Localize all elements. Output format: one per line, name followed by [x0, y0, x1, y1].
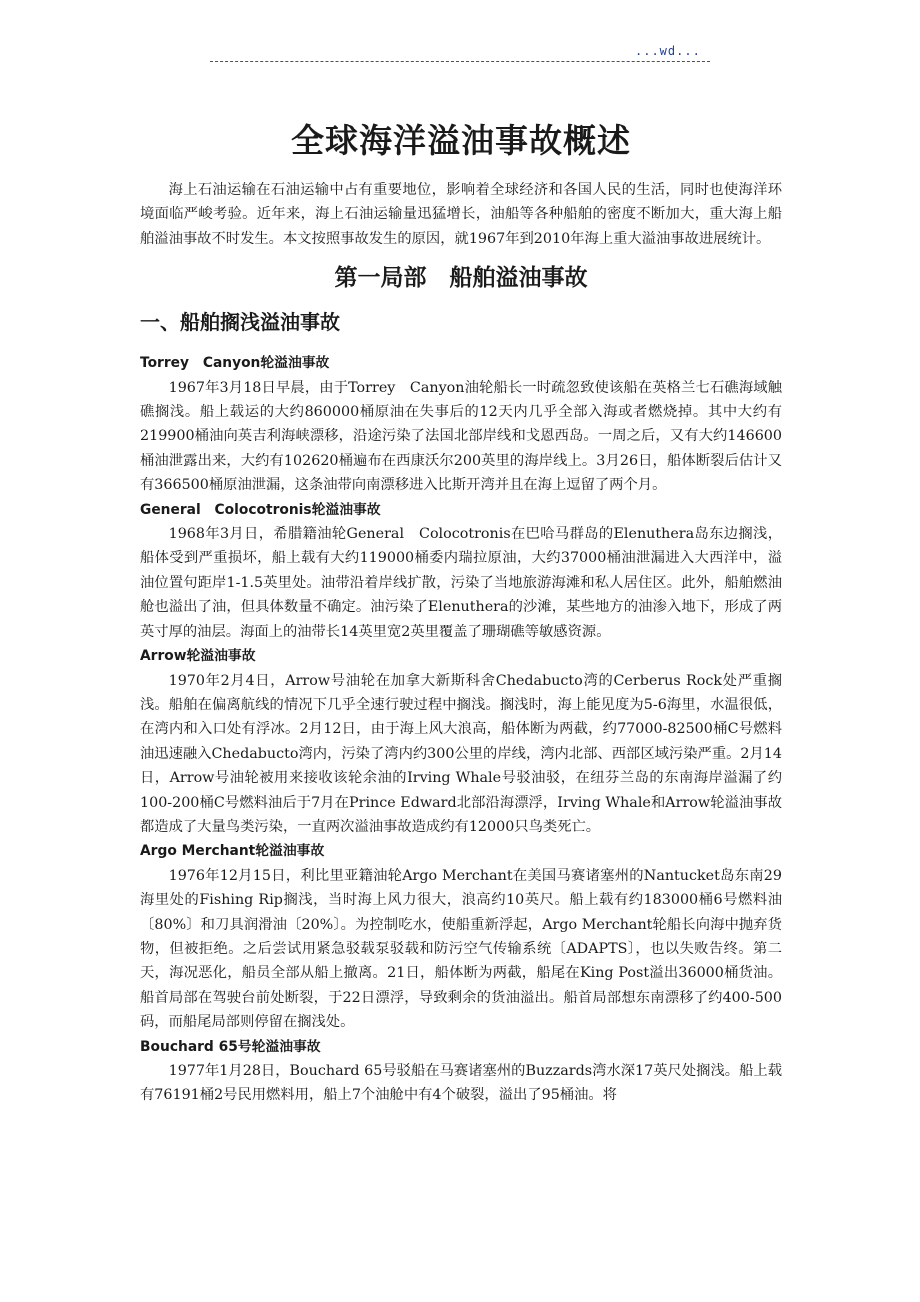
case-title: General Colocotronis轮溢油事故: [140, 501, 381, 518]
document-page: [140, 118, 782, 1108]
part-title: 第一局部 船舶溢油事故: [334, 265, 588, 292]
header-mark: ...wd...: [635, 44, 701, 58]
case-paragraph: 1977年1月28日，Bouchard 65号驳船在马赛诸塞州的Buzzards湾水深17英尺处搁浅。船上载有76191桶2号民用燃料用，船上7个油舱中有4个破裂，溢出了95桶油。将: [140, 1063, 782, 1104]
intro-paragraph: 海上石油运输在石油运输中占有重要地位，影响着全球经济和各国人民的生活，同时也使海洋环境面临严峻考验。近年来，海上石油运输量迅猛增长，油船等各种船舶的密度不断加大，重大海上船舶溢油事故不时发生。本文按照事故发生的原因，就1967年到2010年海上重大溢油事故进展统计。: [140, 182, 782, 247]
case-title: Bouchard 65号轮溢油事故: [140, 1038, 321, 1055]
header-divider: [210, 61, 710, 62]
case-paragraph: 1976年12月15日，利比里亚籍油轮Argo Merchant在美国马赛诸塞州的Nantucket岛东南29海里处的Fishing Rip搁浅，当时海上风力很大，浪高约10英尺。船上载有约183000桶6号燃料油〔80%〕和刀具润滑油〔20%〕。为控制吃水，使船重新浮起，Argo Merchant轮船长向海中抛弃货物，但被拒绝。之后尝试用紧急驳载泵驳载和防污空气传输系统〔ADAPTS〕，也以失败告终。第二天，海况恶化，船员全部从船上撤离。21日，船体断为两截，船尾在King Post溢出36000桶货油。船首局部在驾驶台前处断裂，于22日漂浮，导致剩余的货油溢出。船首局部想东南漂移了约400-500码，而船尾局部则停留在搁浅处。: [140, 867, 782, 1031]
document-title: 全球海洋溢油事故概述: [291, 121, 631, 160]
section-title: 一、船舶搁浅溢油事故: [140, 310, 340, 335]
case-paragraph: 1970年2月4日，Arrow号油轮在加拿大新斯科舍Chedabucto湾的Cerberus Rock处严重搁浅。船舶在偏离航线的情况下几乎全速行驶过程中搁浅。搁浅时，海上能见度为5-6海里，水温很低，在湾内和入口处有浮冰。2月12日，由于海上风大浪高，船体断为两截，约77000-82500桶C号燃料油迅速融入Chedabucto湾内，污染了湾内约300公里的岸线，湾内北部、西部区域污染严重。2月14日，Arrow号油轮被用来接收该轮余油的Irving Whale号驳油驳，在纽芬兰岛的东南海岸溢漏了约100-200桶C号燃料油后于7月在Prince Edward北部沿海漂浮，Irving Whale和Arrow轮溢油事故都造成了大量鸟类污染，一直两次溢油事故造成约有12000只鸟类死亡。: [140, 672, 782, 835]
case-title: Argo Merchant轮溢油事故: [140, 843, 325, 860]
case-title: Arrow轮溢油事故: [140, 648, 256, 665]
case-paragraph: 1967年3月18日早晨，由于Torrey Canyon油轮船长一时疏忽致使该船在英格兰七石礁海域触礁搁浅。船上载运的大约860000桶原油在失事后的12天内几乎全部入海或者燃烧掉。其中大约有219900桶油向英吉利海峡漂移，沿途污染了法国北部岸线和戈恩西岛。一周之后，又有大约146600桶油泄露出来，大约有102620桶遍布在西康沃尔200英里的海岸线上。3月26日，船体断裂后估计又有366500桶原油泄漏，这条油带向南漂移进入比斯开湾并且在海上逗留了两个月。: [140, 379, 782, 494]
case-title: Torrey Canyon轮溢油事故: [140, 355, 330, 372]
case-paragraph: 1968年3月日，希腊籍油轮General Colocotronis在巴哈马群岛的Elenuthera岛东边搁浅，船体受到严重损坏，船上载有大约119000桶委内瑞拉原油，大约37000桶油泄漏进入大西洋中，溢油位置句距岸1-1.5英里处。油带沿着岸线扩散，污染了当地旅游海滩和私人居住区。此外，船舶燃油舱也溢出了油，但具体数量不确定。油污染了Elenuthera的沙滩，某些地方的油渗入地下，形成了两英寸厚的油层。海面上的油带长14英里宽2英里覆盖了珊瑚礁等敏感资源。: [140, 526, 782, 640]
